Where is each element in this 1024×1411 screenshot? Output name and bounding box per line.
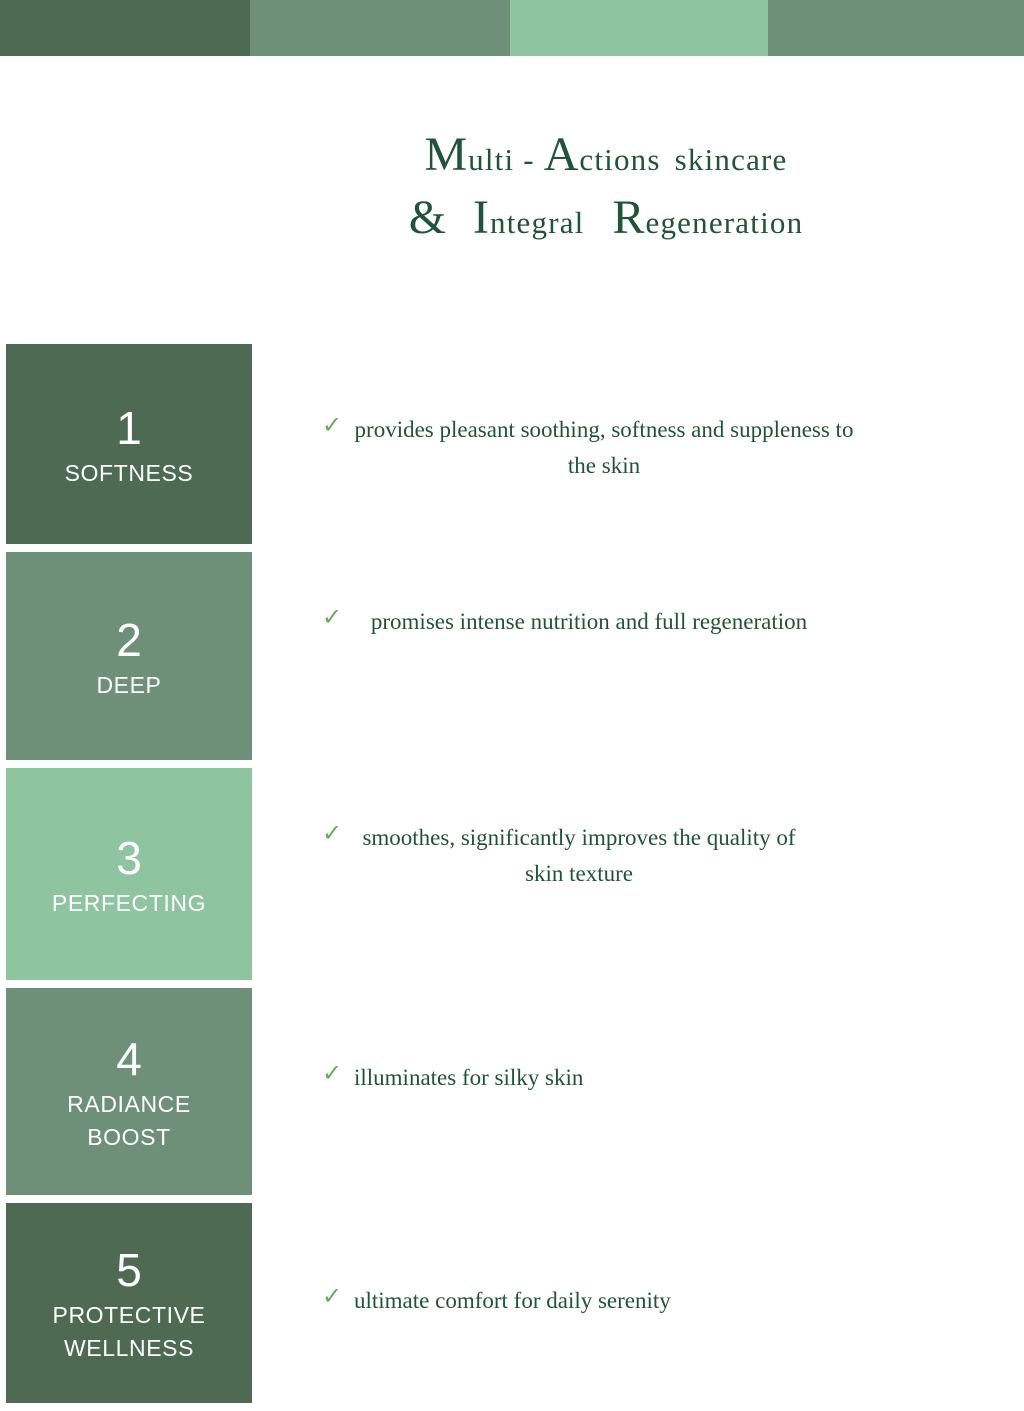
step-label-line-1: RADIANCE	[67, 1090, 191, 1117]
step-block-1[interactable]	[6, 344, 252, 544]
step-number: 2	[116, 613, 142, 666]
top-bar-segment-1	[0, 0, 250, 56]
step-label: DEEP	[96, 671, 162, 698]
benefit-text: promises intense nutrition and full regeneration	[370, 609, 808, 634]
title-ampersand: &	[408, 191, 448, 244]
benefit-item-2	[322, 604, 932, 640]
step-block-3[interactable]	[6, 768, 252, 980]
check-icon: ✓	[322, 413, 343, 439]
step-number: 1	[116, 401, 142, 454]
title-word-egeneration: egeneration	[645, 205, 804, 240]
benefit-text: smoothes, significantly improves the quality of skin texture	[362, 825, 796, 886]
step-label-line-2: WELLNESS	[63, 1335, 195, 1361]
benefit-item-5	[322, 1283, 932, 1319]
title-cap-m: M	[424, 128, 469, 181]
title-word-ntegral: ntegral	[490, 205, 585, 240]
benefit-item-4	[322, 1060, 932, 1096]
title-dash: -	[514, 142, 544, 177]
step-block-2[interactable]	[6, 552, 252, 760]
title-line-1	[256, 128, 956, 187]
page-title	[256, 128, 956, 254]
title-cap-a: A	[543, 128, 580, 181]
title-word-ulti: ulti	[468, 142, 515, 177]
check-icon: ✓	[322, 821, 343, 847]
top-color-bar	[0, 0, 1024, 56]
benefit-text: ultimate comfort for daily serenity	[354, 1288, 671, 1313]
check-icon: ✓	[322, 605, 343, 631]
benefit-text: provides pleasant soothing, softness and suppleness to the skin	[354, 417, 854, 478]
step-list	[6, 344, 252, 1411]
step-block-4[interactable]	[6, 988, 252, 1195]
step-label-line-2: BOOST	[87, 1123, 171, 1150]
benefit-item-1	[322, 412, 932, 484]
top-bar-segment-2	[250, 0, 510, 56]
step-number: 4	[116, 1032, 142, 1085]
step-label-line-1: PROTECTIVE	[52, 1302, 206, 1328]
title-cap-r: R	[612, 191, 646, 244]
check-icon: ✓	[322, 1284, 343, 1310]
title-word-skincare: skincare	[674, 142, 788, 177]
step-label: SOFTNESS	[64, 459, 194, 486]
step-number: 3	[116, 831, 142, 884]
title-cap-i: I	[473, 191, 491, 244]
title-word-ctions: ctions	[579, 142, 661, 177]
title-line-2	[256, 187, 956, 254]
step-label: PERFECTING	[51, 889, 207, 916]
benefit-text: illuminates for silky skin	[354, 1065, 584, 1090]
step-number: 5	[116, 1244, 142, 1296]
check-icon: ✓	[322, 1061, 343, 1087]
top-bar-segment-3	[510, 0, 768, 56]
benefit-item-3	[322, 820, 932, 892]
top-bar-segment-4	[768, 0, 1024, 56]
step-block-5[interactable]	[6, 1203, 252, 1403]
